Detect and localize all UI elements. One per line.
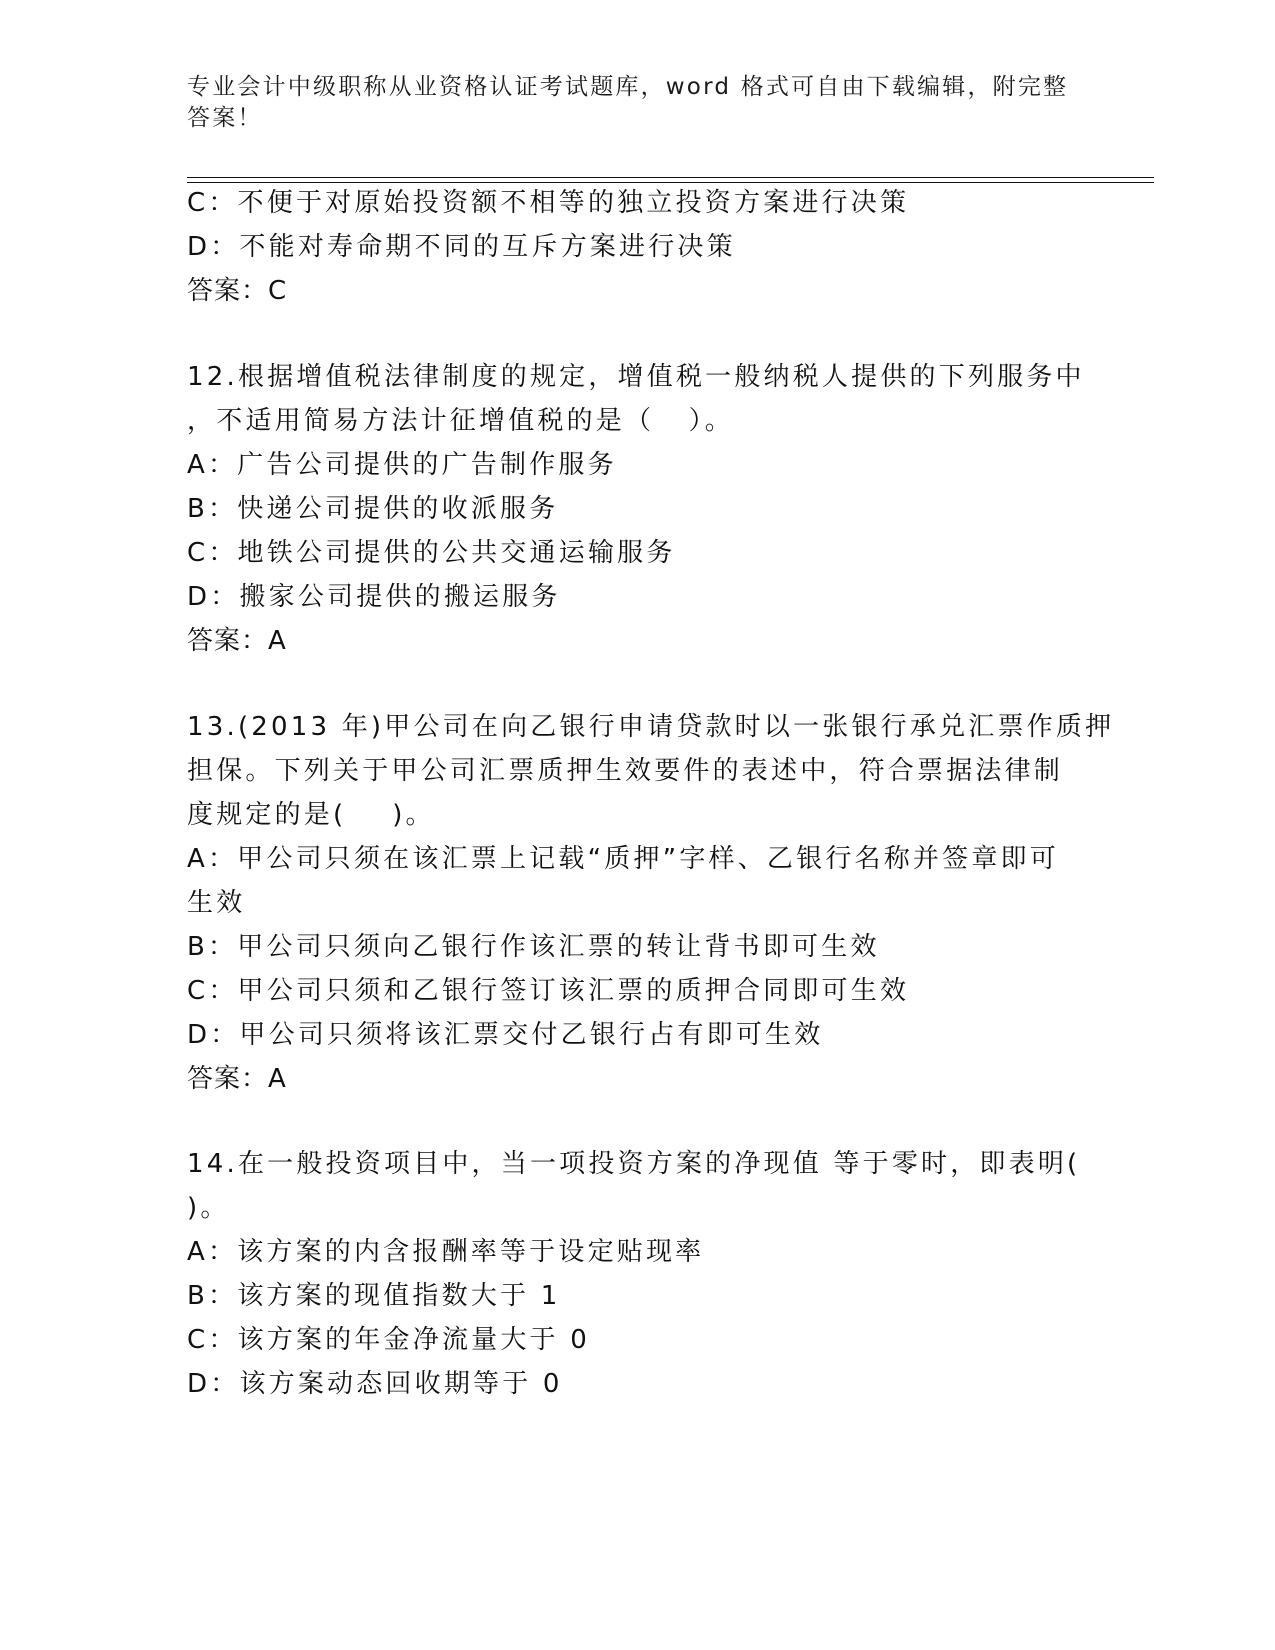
question-13-line-1: 13.(2013 年)甲公司在向乙银行申请贷款时以一张银行承兑汇票作质押 bbox=[187, 712, 1115, 742]
option-d-q12: D：搬家公司提供的搬运服务 bbox=[187, 582, 561, 612]
option-d-q14: D：该方案动态回收期等于 0 bbox=[187, 1369, 563, 1399]
question-14-line-1: 14.在一般投资项目中，当一项投资方案的净现值 等于零时，即表明( bbox=[187, 1149, 1081, 1179]
option-d-q13: D：甲公司只须将该汇票交付乙银行占有即可生效 bbox=[187, 1020, 824, 1050]
question-14-line-2: )。 bbox=[187, 1193, 230, 1223]
question-12-line-2: ，不适用简易方法计征增值税的是（ ）。 bbox=[187, 406, 734, 436]
option-c-q14: C：该方案的年金净流量大于 0 bbox=[187, 1325, 590, 1355]
option-d-q11: D：不能对寿命期不同的互斥方案进行决策 bbox=[187, 232, 736, 262]
option-a-q13-line-1: A：甲公司只须在该汇票上记载“质押”字样、乙银行名称并签章即可 bbox=[187, 844, 1059, 874]
header-divider-bottom bbox=[187, 182, 1154, 183]
header-divider-top bbox=[187, 177, 1154, 178]
question-12-line-1: 12.根据增值税法律制度的规定，增值税一般纳税人提供的下列服务中 bbox=[187, 362, 1085, 392]
option-b-q12: B：快递公司提供的收派服务 bbox=[187, 494, 559, 524]
option-a-q13-line-2: 生效 bbox=[187, 888, 246, 918]
document-header: 专业会计中级职称从业资格认证考试题库，word 格式可自由下载编辑，附完整答案！ bbox=[187, 74, 1069, 131]
option-b-q14: B：该方案的现值指数大于 1 bbox=[187, 1281, 561, 1311]
answer-q12: 答案：A bbox=[187, 626, 287, 656]
answer-q11: 答案：C bbox=[187, 276, 288, 306]
option-b-q13: B：甲公司只须向乙银行作该汇票的转让背书即可生效 bbox=[187, 932, 880, 962]
answer-q13: 答案：A bbox=[187, 1064, 287, 1094]
option-c-q11: C：不便于对原始投资额不相等的独立投资方案进行决策 bbox=[187, 188, 910, 218]
question-13-line-2: 担保。下列关于甲公司汇票质押生效要件的表述中，符合票据法律制 bbox=[187, 756, 1064, 786]
question-13-line-3: 度规定的是( )。 bbox=[187, 800, 435, 830]
option-c-q12: C：地铁公司提供的公共交通运输服务 bbox=[187, 538, 676, 568]
option-a-q14: A：该方案的内含报酬率等于设定贴现率 bbox=[187, 1237, 705, 1267]
option-a-q12: A：广告公司提供的广告制作服务 bbox=[187, 450, 617, 480]
option-c-q13: C：甲公司只须和乙银行签订该汇票的质押合同即可生效 bbox=[187, 976, 910, 1006]
